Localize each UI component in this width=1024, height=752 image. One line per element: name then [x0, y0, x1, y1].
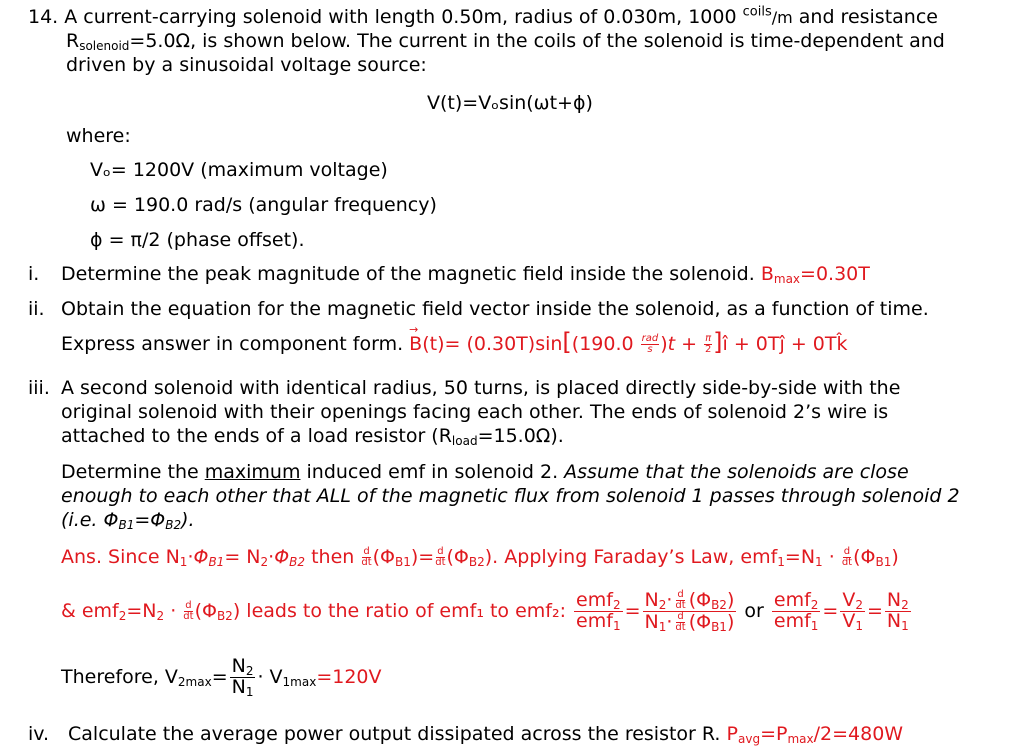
part-iii-assume3: (i.e. $\Phi_{B1}=\Phi_{B2}$). [61, 509, 195, 532]
part-iv-number: iv. [28, 723, 50, 745]
part-iii [28, 376, 901, 400]
param-max-voltage: Vₒ= 1200V (maximum voltage) [90, 159, 388, 181]
part-iv-question: Calculate the average power output dissipated across the resistor R. [68, 723, 727, 745]
part-iii-line2: original solenoid with their openings facing each other. The ends of solenoid 2’s wire is [61, 401, 889, 423]
part-i [28, 262, 870, 286]
where-label: where: [66, 125, 131, 147]
voltage-equation: V(t)=Vₒsin(ωt+ϕ) [427, 92, 593, 114]
problem-intro-line2: $R_{solenoid}=5.0\Omega$, is shown below. The current in the coils of the solenoid is time-dependent and [66, 30, 945, 53]
part-iv [28, 722, 904, 746]
part-iii-answer-line2: & $emf_2=N_2$ · $\frac{d}{dt}$ $(\Phi_{B2})$ leads to the ratio of emf₁ to emf₂: $\frac{emf_2}{emf_1}$ = $N_2\cdot$ $\frac{d}{dt}$ $(\Phi_{B2})$ $N_1\cdot$ $\frac{d}{dt}$ $(\Phi_{B1})$ or $\frac{emf_2}{emf_1}$ = $\frac{V_2}{V_1}$ = $\frac{N_2}{N_1}$ [61, 589, 909, 634]
part-i-answer: $B_{max}=0.30T$ [760, 263, 870, 286]
part-iii-therefore: Therefore, $V_{2max}=$ $\frac{N_2}{N_1}$ · $V_{1max}=120V$ [61, 655, 382, 699]
problem-intro-line1: 14. A current-carrying solenoid with length 0.50m, radius of 0.030m, 1000 $^{coils}$/m and resistance [28, 4, 938, 28]
flux-ratio-fraction: $N_2\cdot$ $\frac{d}{dt}$ $(\Phi_{B2})$ $N_1\cdot$ $\frac{d}{dt}$ $(\Phi_{B1})$ [644, 589, 735, 634]
emf-ratio-fraction: $\frac{emf_2}{emf_1}$ [576, 589, 621, 633]
part-iii-number: iii. [28, 377, 50, 399]
param-angular-frequency: ω = 190.0 rad/s (angular frequency) [90, 194, 437, 216]
part-ii-line2: Express answer in component form. → B(t)= (0.30T)sin[(190.0 rad s )t + $\frac{\pi}{2}$ ]î + 0Tĵ + 0Tk̂ [61, 330, 848, 356]
part-iii-assume2: enough to each other that ALL of the magnetic flux from solenoid 1 passes through solenoid 2 [61, 485, 960, 507]
part-ii-number: ii. [28, 298, 45, 320]
part-iv-answer: $P_{avg}=P_{max}/2=480W$ [726, 723, 904, 746]
part-iii-line1: A second solenoid with identical radius, 50 turns, is placed directly side-by-side with the [61, 377, 901, 399]
part-ii-answer: → B(t)= (0.30T)sin[(190.0 rad s )t + $\frac{\pi}{2}$ ]î + 0Tĵ + 0Tk̂ [409, 333, 847, 355]
therefore-turns-fraction: $\frac{N_2}{N_1}$ [231, 655, 254, 699]
turns-ratio-fraction: $\frac{N_2}{N_1}$ [886, 589, 909, 633]
part-iii-line3: attached to the ends of a load resistor $(R_{load}=15.0\Omega)$. [61, 425, 564, 448]
part-ii-question-line1: Obtain the equation for the magnetic field vector inside the solenoid, as a function of time. [61, 298, 929, 320]
part-i-number: i. [28, 263, 40, 285]
part-ii [28, 297, 929, 321]
part-iii-answer-line1: Ans. Since $N_1\cdot\Phi_{B1}= N_2\cdot\Phi_{B2}$ then $\frac{d}{dt}$ $(\Phi_{B1})=$ $\frac{d}{dt}$ $(\Phi_{B2})$. Applying Faraday’s Law, $emf_1=N_1$ · $\frac{d}{dt}$ $(\Phi_{B1})$ [61, 546, 899, 569]
param-phase-offset: ϕ = π/2 (phase offset). [90, 229, 305, 251]
emf-ratio-fraction-2: $\frac{emf_2}{emf_1}$ [773, 589, 819, 633]
voltage-ratio-fraction: $\frac{V_2}{V_1}$ [842, 589, 863, 633]
part-iii-determine: Determine the maximum induced emf in solenoid 2. Assume that the solenoids are close [61, 461, 909, 483]
problem-intro-line3: driven by a sinusoidal voltage source: [66, 54, 427, 76]
part-i-question: Determine the peak magnitude of the magnetic field inside the solenoid. [61, 263, 761, 285]
